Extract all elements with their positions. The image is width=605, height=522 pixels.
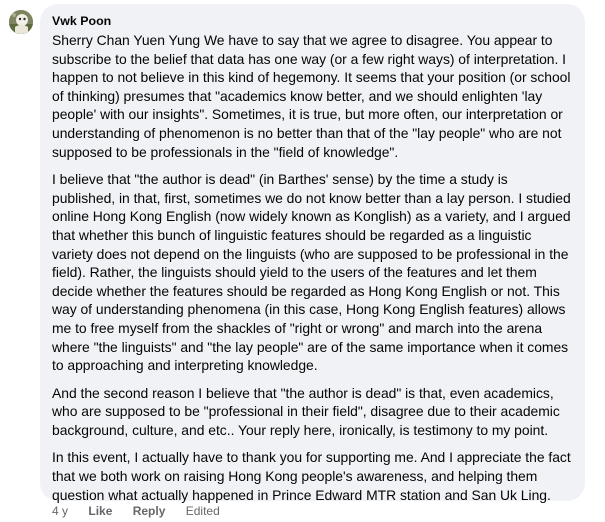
reply-button[interactable]: Reply [132, 504, 166, 518]
comment-paragraph: And the second reason I believe that "the author is dead" is that, even academics, who are supposed to be "professional in their field", disagree due to their academic background, culture, and etc.. Your reply here, ironically, is testimony to my point. [52, 384, 560, 438]
comment-paragraph: I believe that "the author is dead" (in Barthes' sense) by the time a study is published, in that, first, sometimes we do not know better than a lay person. I studied online Hong Kong English (now widely known as Konglish) as a variety, and I argued that whether this bunch of linguistic features should be regarded as a linguistic variety does not depend on the linguists (who are supposed to be professional in the field). Rather, the linguists should yield to the users of the features and let them decide whether the features should be regarded as Hong Kong English or not. This way of understanding phenomena (in this case, Hong Kong English features) allows me to free myself from the shackles of "right or wrong" and march into the arena where "the linguists" and "the lay people" are of the same importance when it comes to approaching and interpreting knowledge. [52, 171, 571, 374]
comment-paragraph [52, 31, 573, 161]
comment-body [52, 31, 573, 504]
like-button[interactable]: Like [88, 504, 113, 518]
avatar[interactable] [9, 10, 33, 34]
tagged-user-link[interactable]: Sherry Chan Yuen Yung [52, 32, 201, 48]
comment-bubble [40, 4, 585, 501]
comment-paragraph-text: We have to say that we agree to disagree. You appear to subscribe to the belief that data has one way (or a few right ways) of interpretation. I happen to not believe in this kind of hegemony. It seems that your position (or school of thinking) presumes that "academics know better, and we should enlighten 'lay people' with our insights". Sometimes, it is true, but more often, our interpretation or understanding of phenomenon is no better than that of the "lay people" who are not supposed to be professionals in the "field of knowledge". [52, 32, 571, 160]
profile-photo-icon [9, 10, 33, 34]
edited-label[interactable]: Edited [185, 504, 220, 518]
comment-timestamp[interactable]: 4 y [52, 504, 69, 518]
comment-actions [52, 503, 220, 519]
comment-author[interactable]: Vwk Poon [52, 14, 112, 28]
comment-paragraph: In this event, I actually have to thank you for supporting me. And I appreciate the fact that we both work on raising Hong Kong people's awareness, and helping them question what actually happened in Prince Edward MTR station and San Uk Ling. [52, 449, 571, 503]
